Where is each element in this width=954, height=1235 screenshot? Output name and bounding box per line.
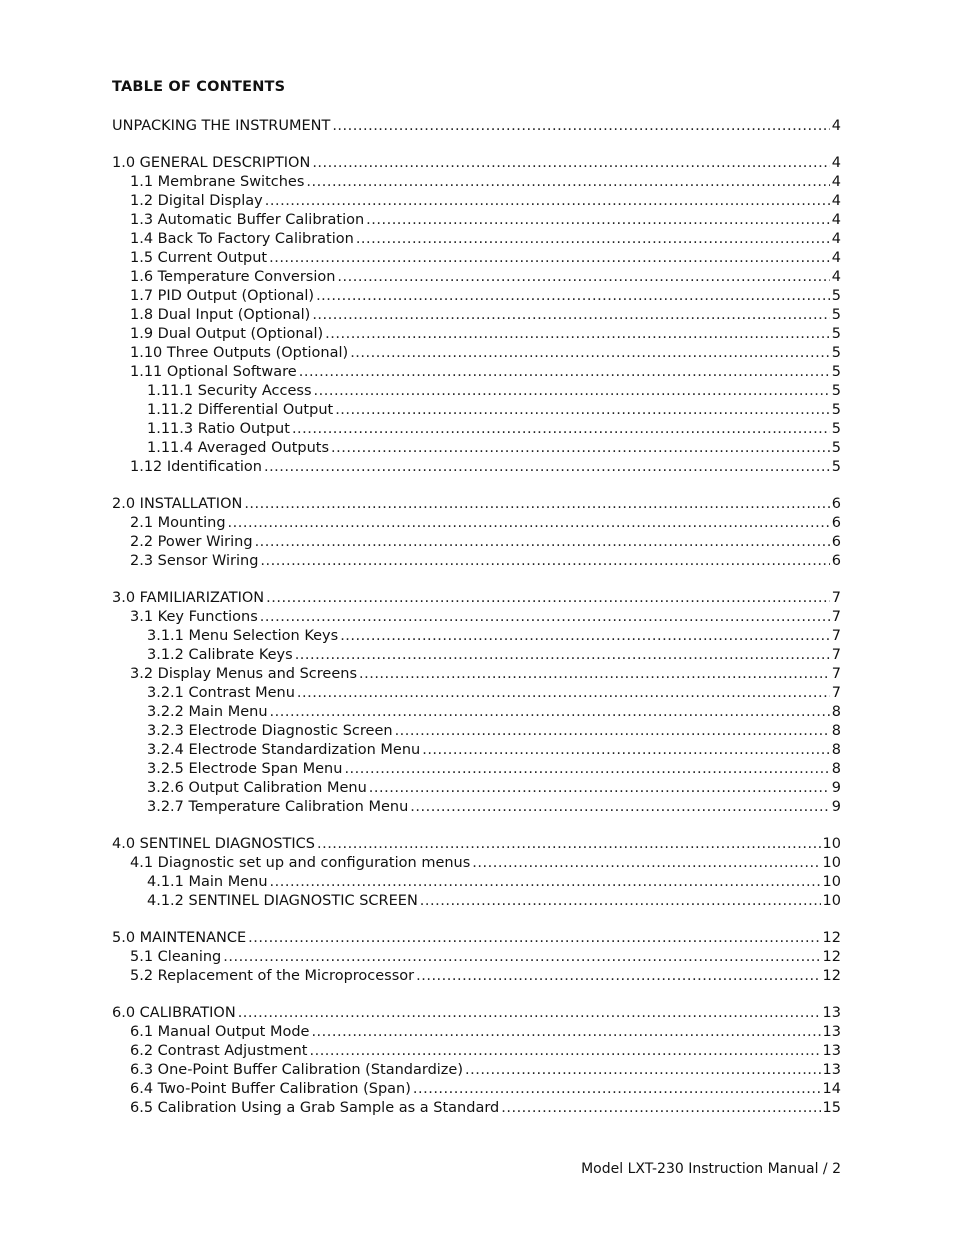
toc-entry-page-number: 4 bbox=[831, 118, 841, 134]
toc-dot-leader bbox=[238, 1004, 821, 1023]
toc-entry-label: 3.2.4 Electrode Standardization Menu bbox=[147, 742, 421, 758]
toc-dot-leader bbox=[309, 1042, 820, 1061]
toc-entry-label: 3.1.2 Calibrate Keys bbox=[147, 647, 293, 663]
toc-entry-page-number: 9 bbox=[831, 799, 841, 815]
toc-entry-page-number: 5 bbox=[831, 364, 841, 380]
toc-dot-leader bbox=[422, 741, 830, 760]
toc-entry[interactable] bbox=[112, 854, 841, 873]
toc-dot-leader bbox=[260, 608, 830, 627]
toc-dot-leader bbox=[223, 948, 820, 967]
toc-entry-page-number: 4 bbox=[831, 269, 841, 285]
toc-entry[interactable] bbox=[112, 627, 841, 646]
toc-entry-label: 3.2 Display Menus and Screens bbox=[130, 666, 357, 682]
toc-entry[interactable] bbox=[112, 495, 841, 514]
toc-dot-leader bbox=[395, 722, 830, 741]
toc-entry-page-number: 12 bbox=[822, 968, 841, 984]
toc-entry[interactable] bbox=[112, 287, 841, 306]
toc-dot-leader bbox=[270, 873, 821, 892]
toc-entry[interactable] bbox=[112, 363, 841, 382]
toc-entry-label: 3.2.5 Electrode Span Menu bbox=[147, 761, 343, 777]
page-footer: Model LXT-230 Instruction Manual / 2 bbox=[581, 1161, 841, 1177]
toc-entry[interactable] bbox=[112, 439, 841, 458]
toc-entry-page-number: 13 bbox=[822, 1043, 841, 1059]
toc-entry-label: 1.6 Temperature Conversion bbox=[130, 269, 336, 285]
toc-entry-page-number: 7 bbox=[831, 647, 841, 663]
toc-dot-leader bbox=[306, 173, 829, 192]
toc-entry[interactable] bbox=[112, 779, 841, 798]
toc-entry[interactable] bbox=[112, 798, 841, 817]
toc-entry[interactable] bbox=[112, 948, 841, 967]
toc-entry-label: 1.11.3 Ratio Output bbox=[147, 421, 290, 437]
toc-dot-leader bbox=[317, 835, 821, 854]
toc-dot-leader bbox=[350, 344, 830, 363]
toc-entry-page-number: 4 bbox=[831, 231, 841, 247]
toc-dot-leader bbox=[312, 306, 829, 325]
toc-dot-leader bbox=[316, 287, 830, 306]
toc-entry[interactable] bbox=[112, 382, 841, 401]
toc-heading: TABLE OF CONTENTS bbox=[112, 79, 286, 95]
toc-entry-page-number: 7 bbox=[831, 685, 841, 701]
toc-entry[interactable] bbox=[112, 344, 841, 363]
toc-entry-label: 3.1 Key Functions bbox=[130, 609, 258, 625]
toc-dot-leader bbox=[312, 154, 829, 173]
toc-entry-label: 1.1 Membrane Switches bbox=[130, 174, 305, 190]
toc-dot-leader bbox=[366, 211, 830, 230]
toc-entry-label: 1.12 Identification bbox=[130, 459, 262, 475]
toc-entry-page-number: 5 bbox=[831, 326, 841, 342]
toc-entry[interactable] bbox=[112, 1099, 841, 1118]
toc-entry-page-number: 6 bbox=[831, 496, 841, 512]
toc-dot-leader bbox=[228, 514, 830, 533]
toc-entry[interactable] bbox=[112, 646, 841, 665]
toc-entry-label: UNPACKING THE INSTRUMENT bbox=[112, 118, 331, 134]
toc-entry-label: 1.11.2 Differential Output bbox=[147, 402, 334, 418]
toc-entry-page-number: 10 bbox=[822, 874, 841, 890]
toc-entry-label: 2.1 Mounting bbox=[130, 515, 226, 531]
toc-entry[interactable] bbox=[112, 325, 841, 344]
toc-dot-leader bbox=[340, 627, 830, 646]
toc-entry[interactable] bbox=[112, 684, 841, 703]
toc-dot-leader bbox=[335, 401, 830, 420]
toc-entry-page-number: 8 bbox=[831, 742, 841, 758]
toc-entry[interactable] bbox=[112, 722, 841, 741]
toc-entry-page-number: 7 bbox=[831, 628, 841, 644]
toc-dot-leader bbox=[297, 684, 830, 703]
toc-entry-label: 3.0 FAMILIARIZATION bbox=[112, 590, 265, 606]
toc-entry[interactable] bbox=[112, 741, 841, 760]
toc-entry-label: 5.0 MAINTENANCE bbox=[112, 930, 247, 946]
toc-entry-page-number: 5 bbox=[831, 288, 841, 304]
toc-entry-page-number: 13 bbox=[822, 1005, 841, 1021]
toc-entry-page-number: 8 bbox=[831, 704, 841, 720]
toc-entry-label: 1.8 Dual Input (Optional) bbox=[130, 307, 311, 323]
toc-dot-leader bbox=[255, 533, 830, 552]
toc-entry[interactable] bbox=[112, 1004, 841, 1023]
toc-dot-leader bbox=[244, 495, 829, 514]
toc-entry-page-number: 15 bbox=[822, 1100, 841, 1116]
toc-entry-page-number: 7 bbox=[831, 609, 841, 625]
toc-dot-leader bbox=[413, 1080, 821, 1099]
toc-entry[interactable] bbox=[112, 552, 841, 571]
toc-entry-label: 1.9 Dual Output (Optional) bbox=[130, 326, 324, 342]
toc-entry-label: 4.1.2 SENTINEL DIAGNOSTIC SCREEN bbox=[147, 893, 418, 909]
toc-entry-page-number: 9 bbox=[831, 780, 841, 796]
toc-entry[interactable] bbox=[112, 268, 841, 287]
toc-entry-label: 1.2 Digital Display bbox=[130, 193, 263, 209]
toc-entry-page-number: 8 bbox=[831, 761, 841, 777]
toc-entry[interactable] bbox=[112, 835, 841, 854]
toc-entry-label: 2.2 Power Wiring bbox=[130, 534, 253, 550]
toc-entry-page-number: 10 bbox=[822, 855, 841, 871]
toc-entry-page-number: 5 bbox=[831, 307, 841, 323]
toc-entry[interactable] bbox=[112, 873, 841, 892]
toc-entry-label: 6.2 Contrast Adjustment bbox=[130, 1043, 308, 1059]
toc-entry[interactable] bbox=[112, 533, 841, 552]
toc-entry-label: 1.10 Three Outputs (Optional) bbox=[130, 345, 349, 361]
toc-entry[interactable] bbox=[112, 1042, 841, 1061]
toc-dot-leader bbox=[331, 439, 830, 458]
toc-entry-label: 2.3 Sensor Wiring bbox=[130, 553, 259, 569]
toc-dot-leader bbox=[266, 589, 830, 608]
table-of-contents bbox=[112, 117, 841, 1118]
toc-entry-label: 1.4 Back To Factory Calibration bbox=[130, 231, 354, 247]
toc-entry-label: 1.0 GENERAL DESCRIPTION bbox=[112, 155, 311, 171]
toc-entry[interactable] bbox=[112, 967, 841, 986]
toc-entry[interactable] bbox=[112, 249, 841, 268]
toc-entry-page-number: 12 bbox=[822, 949, 841, 965]
toc-entry[interactable] bbox=[112, 665, 841, 684]
toc-entry[interactable] bbox=[112, 230, 841, 249]
toc-entry[interactable] bbox=[112, 892, 841, 911]
toc-entry[interactable] bbox=[112, 929, 841, 948]
toc-entry-label: 4.1 Diagnostic set up and configuration menus bbox=[130, 855, 471, 871]
toc-entry[interactable] bbox=[112, 514, 841, 533]
toc-dot-leader bbox=[295, 646, 830, 665]
toc-dot-leader bbox=[410, 798, 829, 817]
toc-entry-label: 6.4 Two-Point Buffer Calibration (Span) bbox=[130, 1081, 411, 1097]
toc-entry-label: 3.1.1 Menu Selection Keys bbox=[147, 628, 339, 644]
toc-entry-page-number: 12 bbox=[822, 930, 841, 946]
toc-entry-page-number: 6 bbox=[831, 534, 841, 550]
toc-entry-page-number: 4 bbox=[831, 193, 841, 209]
toc-entry-page-number: 10 bbox=[822, 893, 841, 909]
toc-entry-page-number: 4 bbox=[831, 250, 841, 266]
toc-entry-label: 3.2.6 Output Calibration Menu bbox=[147, 780, 367, 796]
toc-entry-page-number: 14 bbox=[822, 1081, 841, 1097]
toc-entry[interactable] bbox=[112, 211, 841, 230]
toc-entry-page-number: 5 bbox=[831, 345, 841, 361]
toc-dot-leader bbox=[420, 892, 821, 911]
toc-dot-leader bbox=[472, 854, 820, 873]
toc-entry[interactable] bbox=[112, 608, 841, 627]
toc-entry-label: 1.7 PID Output (Optional) bbox=[130, 288, 315, 304]
toc-entry[interactable] bbox=[112, 420, 841, 439]
toc-entry[interactable] bbox=[112, 154, 841, 173]
toc-entry-page-number: 5 bbox=[831, 459, 841, 475]
toc-entry-page-number: 4 bbox=[831, 174, 841, 190]
toc-entry-page-number: 10 bbox=[822, 836, 841, 852]
toc-dot-leader bbox=[465, 1061, 821, 1080]
toc-entry-label: 5.1 Cleaning bbox=[130, 949, 222, 965]
toc-dot-leader bbox=[269, 249, 830, 268]
toc-entry-page-number: 5 bbox=[831, 421, 841, 437]
toc-entry[interactable] bbox=[112, 458, 841, 477]
toc-entry-page-number: 6 bbox=[831, 553, 841, 569]
toc-entry[interactable] bbox=[112, 306, 841, 325]
toc-entry-label: 1.11 Optional Software bbox=[130, 364, 297, 380]
toc-entry-label: 6.0 CALIBRATION bbox=[112, 1005, 236, 1021]
toc-entry-page-number: 7 bbox=[831, 590, 841, 606]
toc-dot-leader bbox=[299, 363, 830, 382]
toc-entry[interactable] bbox=[112, 401, 841, 420]
toc-dot-leader bbox=[416, 967, 820, 986]
toc-entry-label: 3.2.2 Main Menu bbox=[147, 704, 268, 720]
toc-entry[interactable] bbox=[112, 760, 841, 779]
toc-dot-leader bbox=[270, 703, 830, 722]
toc-entry[interactable] bbox=[112, 703, 841, 722]
toc-entry[interactable] bbox=[112, 1080, 841, 1099]
toc-entry-label: 5.2 Replacement of the Microprocessor bbox=[130, 968, 415, 984]
toc-entry-label: 2.0 INSTALLATION bbox=[112, 496, 243, 512]
toc-entry[interactable] bbox=[112, 1061, 841, 1080]
toc-entry-label: 3.2.1 Contrast Menu bbox=[147, 685, 295, 701]
toc-entry[interactable] bbox=[112, 1023, 841, 1042]
toc-dot-leader bbox=[292, 420, 830, 439]
toc-entry-page-number: 4 bbox=[831, 155, 841, 171]
toc-entry-page-number: 8 bbox=[831, 723, 841, 739]
toc-entry-label: 6.3 One-Point Buffer Calibration (Standardize) bbox=[130, 1062, 463, 1078]
toc-entry-label: 6.1 Manual Output Mode bbox=[130, 1024, 310, 1040]
toc-dot-leader bbox=[311, 1023, 820, 1042]
toc-dot-leader bbox=[356, 230, 830, 249]
toc-dot-leader bbox=[501, 1099, 820, 1118]
toc-entry-label: 4.1.1 Main Menu bbox=[147, 874, 268, 890]
toc-dot-leader bbox=[325, 325, 830, 344]
toc-entry-page-number: 6 bbox=[831, 515, 841, 531]
toc-entry-label: 1.3 Automatic Buffer Calibration bbox=[130, 212, 365, 228]
toc-entry[interactable] bbox=[112, 589, 841, 608]
toc-entry-page-number: 5 bbox=[831, 402, 841, 418]
toc-entry-page-number: 5 bbox=[831, 383, 841, 399]
toc-entry-page-number: 4 bbox=[831, 212, 841, 228]
toc-entry-label: 4.0 SENTINEL DIAGNOSTICS bbox=[112, 836, 315, 852]
toc-dot-leader bbox=[260, 552, 829, 571]
toc-dot-leader bbox=[359, 665, 830, 684]
toc-entry-label: 3.2.7 Temperature Calibration Menu bbox=[147, 799, 409, 815]
toc-entry[interactable] bbox=[112, 117, 841, 136]
toc-dot-leader bbox=[369, 779, 830, 798]
toc-dot-leader bbox=[264, 458, 830, 477]
toc-entry[interactable] bbox=[112, 192, 841, 211]
toc-entry-label: 1.11.1 Security Access bbox=[147, 383, 312, 399]
toc-dot-leader bbox=[337, 268, 829, 287]
toc-entry-label: 6.5 Calibration Using a Grab Sample as a Standard bbox=[130, 1100, 500, 1116]
toc-entry-page-number: 13 bbox=[822, 1024, 841, 1040]
toc-dot-leader bbox=[265, 192, 830, 211]
toc-dot-leader bbox=[344, 760, 829, 779]
toc-entry-label: 1.5 Current Output bbox=[130, 250, 268, 266]
toc-dot-leader bbox=[248, 929, 820, 948]
toc-entry-label: 1.11.4 Averaged Outputs bbox=[147, 440, 330, 456]
toc-entry-label: 3.2.3 Electrode Diagnostic Screen bbox=[147, 723, 393, 739]
toc-entry[interactable] bbox=[112, 173, 841, 192]
toc-entry-page-number: 7 bbox=[831, 666, 841, 682]
toc-dot-leader bbox=[314, 382, 830, 401]
toc-entry-page-number: 5 bbox=[831, 440, 841, 456]
toc-entry-page-number: 13 bbox=[822, 1062, 841, 1078]
toc-dot-leader bbox=[332, 117, 829, 136]
